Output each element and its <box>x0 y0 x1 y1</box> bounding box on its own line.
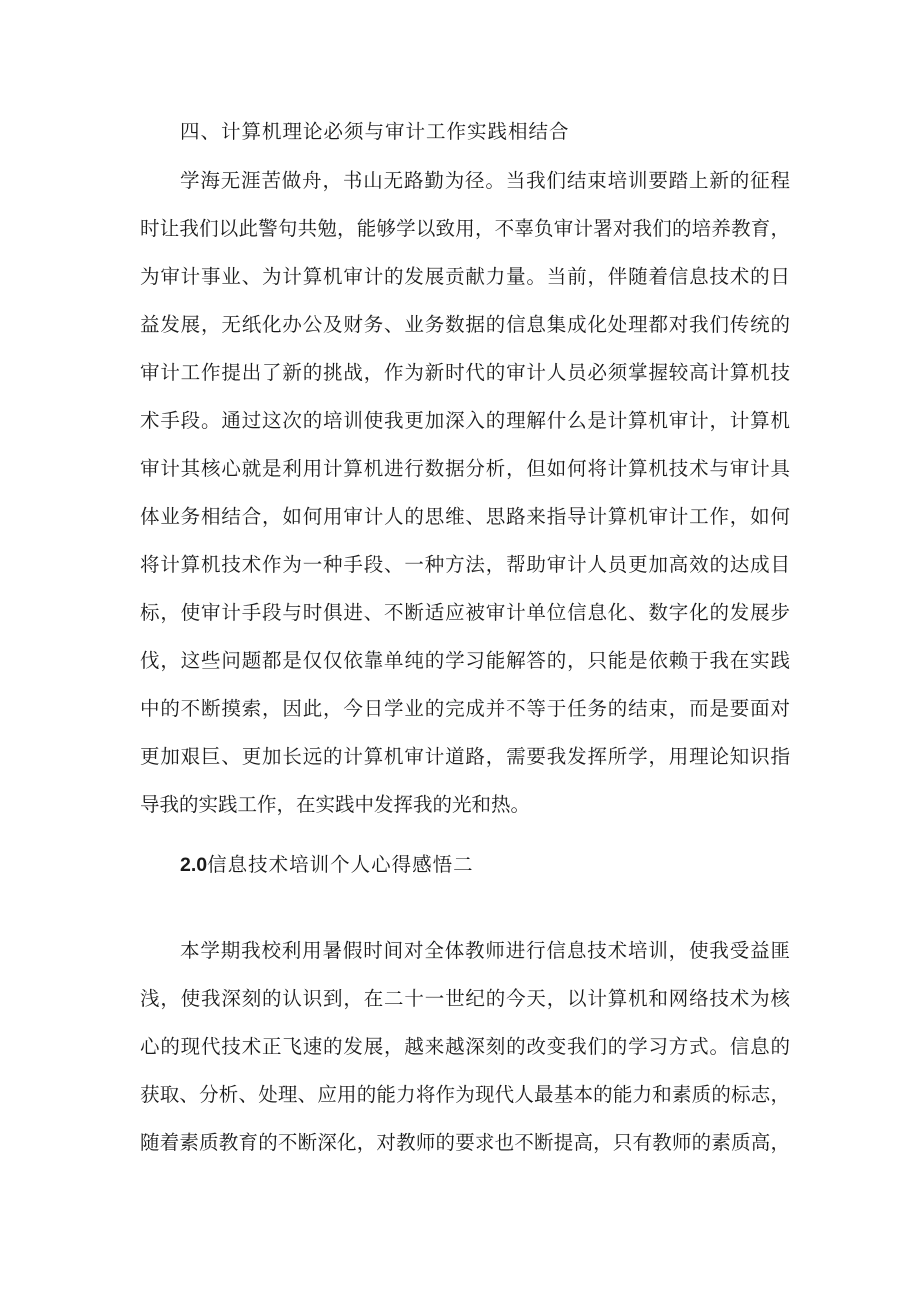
paragraph-line: 益发展，无纸化办公及财务、业务数据的信息集成化处理都对我们传统的 <box>140 313 790 336</box>
paragraph-line: 更加艰巨、更加长远的计算机审计道路，需要我发挥所学，用理论知识指 <box>140 745 790 768</box>
paragraph-line: 学海无涯苦做舟，书山无路勤为径。当我们结束培训要踏上新的征程 <box>180 169 790 192</box>
heading-number: 2.0 <box>180 854 208 876</box>
section-heading-1: 四、计算机理论必须与审计工作实践相结合 <box>180 120 570 143</box>
paragraph-line: 获取、分析、处理、应用的能力将作为现代人最基本的能力和素质的标志， <box>140 1083 790 1106</box>
paragraph-line: 标，使审计手段与时俱进、不断适应被审计单位信息化、数字化的发展步 <box>140 601 790 624</box>
paragraph-line: 时让我们以此警句共勉，能够学以致用，不辜负审计署对我们的培养教育， <box>140 217 790 240</box>
paragraph-line: 导我的实践工作，在实践中发挥我的光和热。 <box>140 793 531 816</box>
paragraph-line: 将计算机技术作为一种手段、一种方法，帮助审计人员更加高效的达成目 <box>140 553 790 576</box>
paragraph-line: 本学期我校利用暑假时间对全体教师进行信息技术培训，使我受益匪 <box>180 939 790 962</box>
paragraph-line: 为审计事业、为计算机审计的发展贡献力量。当前，伴随着信息技术的日 <box>140 265 790 288</box>
paragraph-line: 伐，这些问题都是仅仅依靠单纯的学习能解答的，只能是依赖于我在实践 <box>140 649 790 672</box>
heading-text: 信息技术培训个人心得感悟二 <box>207 853 474 876</box>
paragraph-line: 中的不断摸索，因此，今日学业的完成并不等于任务的结束，而是要面对 <box>140 697 790 720</box>
paragraph-line: 审计其核心就是利用计算机进行数据分析，但如何将计算机技术与审计具 <box>140 457 790 480</box>
section-heading-2 <box>180 851 474 879</box>
paragraph-line: 心的现代技术正飞速的发展，越来越深刻的改变我们的学习方式。信息的 <box>140 1035 790 1058</box>
paragraph-line: 体业务相结合，如何用审计人的思维、思路来指导计算机审计工作，如何 <box>140 505 790 528</box>
paragraph-line: 随着素质教育的不断深化，对教师的要求也不断提高，只有教师的素质高， <box>140 1131 790 1154</box>
paragraph-line: 术手段。通过这次的培训使我更加深入的理解什么是计算机审计，计算机 <box>140 409 790 432</box>
paragraph-line: 审计工作提出了新的挑战，作为新时代的审计人员必须掌握较高计算机技 <box>140 361 790 384</box>
paragraph-line: 浅，使我深刻的认识到，在二十一世纪的今天，以计算机和网络技术为核 <box>140 987 790 1010</box>
